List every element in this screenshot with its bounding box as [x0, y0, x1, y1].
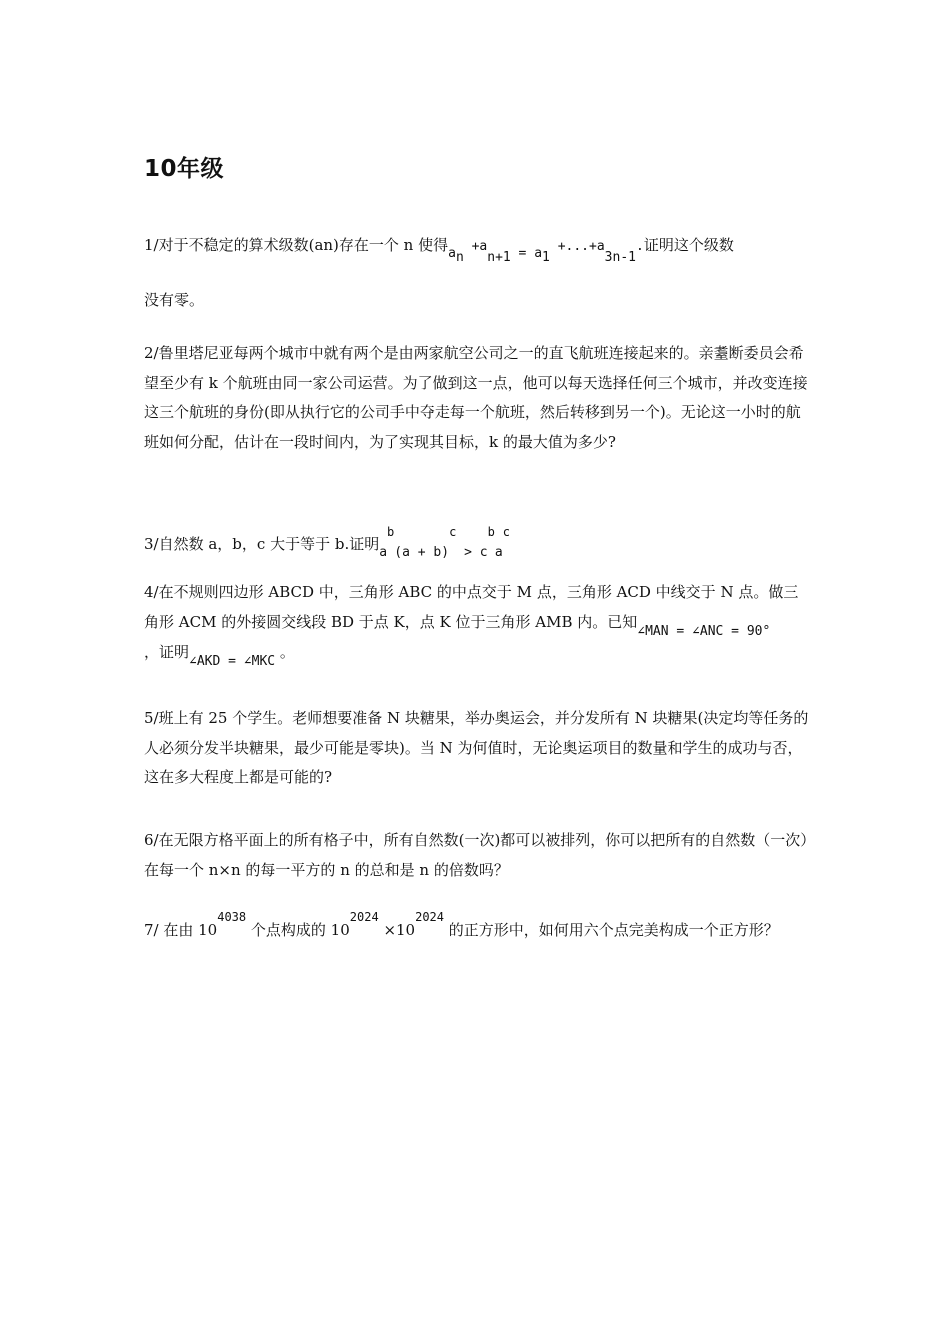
- problem-3-formula: $a^b(a + b)^c > c^ba^c$: [379, 524, 510, 560]
- problem-7: 7/ 在由 $10^{4038}$ 个点构成的 $10^{2024} \times 10^{2024}$ 的正方形中，如何用六个点完美构成一个正方形？: [144, 910, 779, 939]
- problem-1: [144, 231, 809, 265]
- page-title: 10年级: [144, 156, 225, 182]
- angle-equation-2: ∠AKD = ∠MKC: [189, 654, 276, 669]
- problem-1-text-b: 证明这个级数: [643, 236, 734, 254]
- problem-4: 4/在不规则四边形 ABCD 中，三角形 ABC 的中点交于 M 点，三角形 ACD 中线交于 N 点。做三角形 ACM 的外接圆交线段 BD 于点 K，点 K 位于三角形 AMB 内。已知∠MAN = ∠ANC = 90° ，证明∠AKD = ∠MKC 。: [144, 583, 799, 669]
- problem-5: 5/班上有 25 个学生。老师想要准备 N 块糖果，举办奥运会，并分发所有 N 块糖果(决定均等任务的人必须分发半块糖果，最少可能是零块)。当 N 为何值时，无论奥运项目的数量和学生的成功与否，这在多大程度上都是可能的?: [144, 709, 809, 786]
- problem-1-text-a: 1/对于不稳定的算术级数(an)存在一个 n 使得: [144, 236, 449, 254]
- problem-1-continued: 没有零。: [144, 291, 205, 309]
- problem-3: 3/自然数 a，b，c 大于等于 b.证明$a^b(a + b)^c > c^ba^c$: [144, 524, 510, 560]
- problem-2: 2/鲁里塔尼亚每两个城市中就有两个是由两家航空公司之一的直飞航班连接起来的。亲耋断委员会希望至少有 k 个航班由同一家公司运营。为了做到这一点，他可以每天选择任何三个城市，并改变连接这三个航班的身份(即从执行它的公司手中夺走每一个航班，然后转移到另一个)。无论这一小时的航班如何分配，估计在一段时间内，为了实现其目标，k 的最大值为多少?: [144, 344, 808, 451]
- problem-1-formula: $a_n +a_{n+1} = a_1 +...+a_{3n-1}$.: [448, 239, 644, 265]
- angle-equation-1: ∠MAN = ∠ANC = 90°: [637, 623, 771, 639]
- problem-6: 6/在无限方格平面上的所有格子中，所有自然数(一次)都可以被排列，你可以把所有的自然数（一次）在每一个 n×n 的每一平方的 n 的总和是 n 的倍数吗？: [144, 831, 808, 879]
